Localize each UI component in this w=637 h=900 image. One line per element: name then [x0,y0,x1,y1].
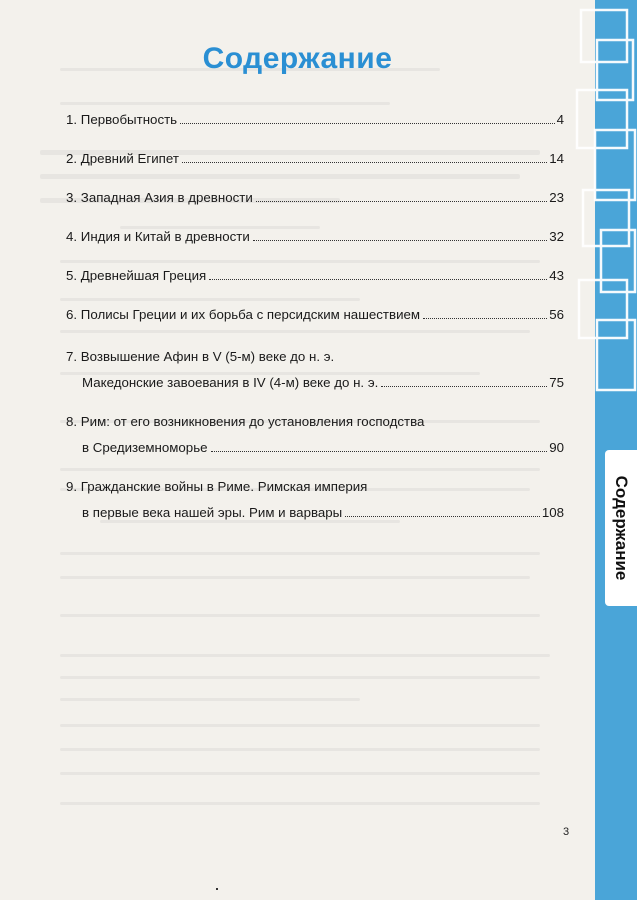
dot-leader [180,123,554,124]
toc-page-number: 43 [549,268,564,283]
toc-entry-6 [66,307,564,333]
dot-leader [256,201,547,202]
toc-entry-text: 9. Гражданские войны в Риме. Римская империя [66,479,368,494]
toc-entry-3 [66,190,564,216]
toc-entry-text: 7. Возвышение Афин в V (5-м) веке до н. э. [66,349,335,364]
toc-page-number: 108 [541,505,564,520]
toc-entry-text: 5. Древнейшая Греция [66,268,207,283]
toc-entry-text: в Средиземноморье [82,440,208,455]
side-tab-contents [603,448,637,608]
toc-entry-2 [66,151,564,177]
toc-page-number: 56 [549,307,564,322]
toc-entry-4 [66,229,564,255]
toc-entry-8-line-2 [66,440,564,466]
side-tab-label: Содержание [612,475,631,581]
dot-leader [423,318,547,319]
toc-page-number: 23 [549,190,564,205]
dot-leader [209,279,547,280]
toc-entry-7-line-1 [66,349,564,375]
toc-entry-9-line-2 [66,505,564,531]
toc-entry-text: Македонские завоевания в IV (4-м) веке до н. э. [82,375,379,390]
toc-entry-7-line-2 [66,375,564,401]
toc-entry-text: 1. Первобытность [66,112,178,127]
dot-leader [381,386,547,387]
toc-entry-text: 3. Западная Азия в древности [66,190,253,205]
table-of-contents [66,112,564,531]
toc-page-number: 14 [549,151,564,166]
dot-leader [211,451,548,452]
toc-page-number: 32 [549,229,564,244]
page-title: Содержание [202,42,393,75]
toc-page-number: 90 [549,440,564,455]
dot-leader [253,240,547,241]
toc-entry-text: в первые века нашей эры. Рим и варвары [82,505,343,520]
toc-page-number: 4 [556,112,564,127]
dot-leader [182,162,547,163]
toc-entry-text: 6. Полисы Греции и их борьба с персидским нашествием [66,307,421,322]
toc-entry-text: 4. Индия и Китай в древности [66,229,250,244]
toc-entry-5 [66,268,564,294]
toc-entry-text: 8. Рим: от его возникновения до установления господства [66,414,425,429]
toc-page-number: 75 [549,375,564,390]
toc-entry-1 [66,112,564,138]
page-number: 3 [563,826,570,838]
dot-leader [345,516,540,517]
print-mark [216,888,218,890]
toc-entry-9-line-1 [66,479,564,505]
toc-entry-8-line-1 [66,414,564,440]
toc-entry-text: 2. Древний Египет [66,151,179,166]
